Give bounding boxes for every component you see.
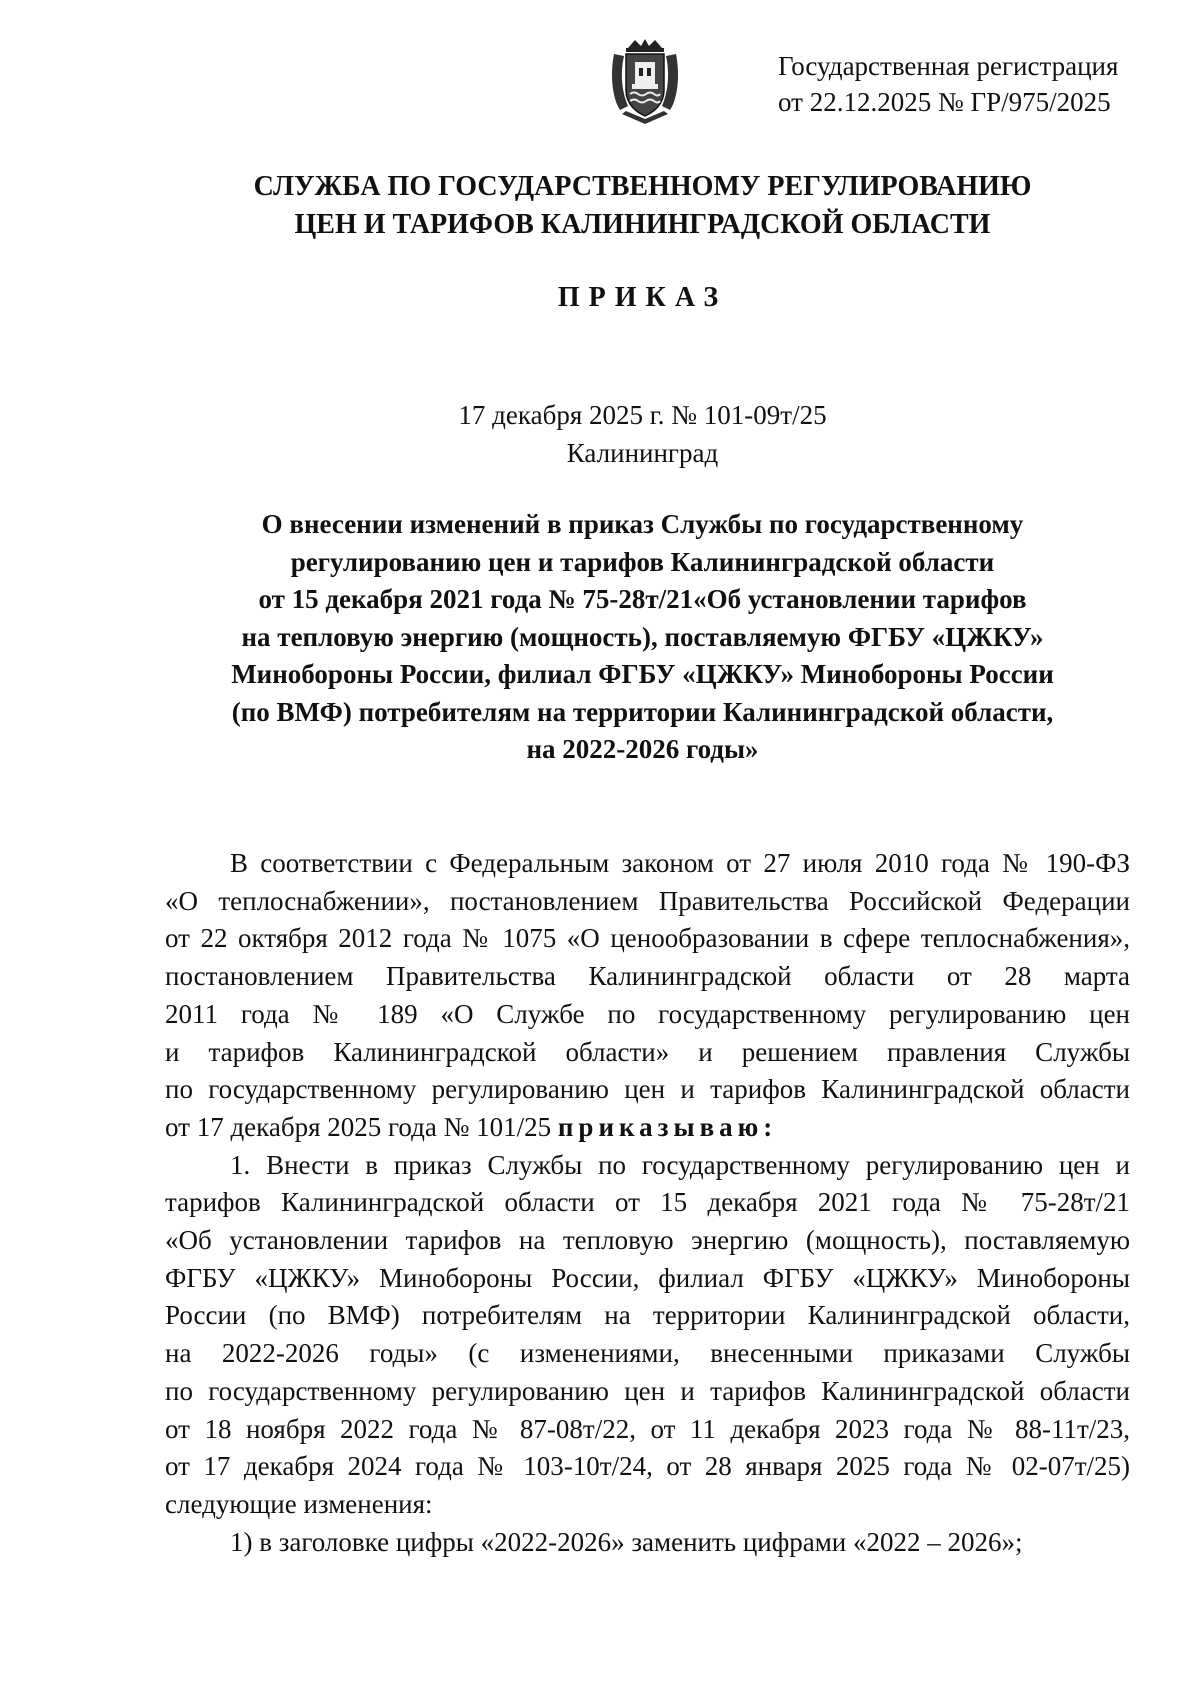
subject-line: от 15 декабря 2021 года № 75-28т/21«Об установлении тарифов xyxy=(258,584,1027,614)
subject-line: Минобороны России, филиал ФГБУ «ЦЖКУ» Минобороны России xyxy=(231,659,1054,689)
registration-title: Государственная регистрация xyxy=(778,51,1119,81)
preamble-last-line xyxy=(165,1109,1130,1147)
preamble-line: «О теплоснабжении», постановлением Правительства Российской Федерации xyxy=(165,885,1130,916)
preamble-line: и тарифов Калининградской области» и решением правления Службы xyxy=(165,1036,1130,1067)
preamble-line: по государственному регулированию цен и тарифов Калининградской области xyxy=(165,1074,1130,1105)
agency-name-line: ЦЕН И ТАРИФОВ КАЛИНИНГРАДСКОЙ ОБЛАСТИ xyxy=(294,209,991,240)
preamble-line: постановлением Правительства Калининградской области от 28 марта xyxy=(165,961,1130,992)
subject-line: О внесении изменений в приказ Службы по государственному xyxy=(261,509,1024,539)
preamble-line: 2011 года № 189 «О Службе по государственному регулированию цен xyxy=(165,998,1130,1029)
coat-of-arms-icon xyxy=(608,38,682,126)
item-line: по государственному регулированию цен и тарифов Калининградской области xyxy=(165,1375,1130,1406)
registration-number: от 22.12.2025 № ГР/975/2025 xyxy=(778,87,1111,117)
item-line: от 18 ноября 2022 года № 87-08т/22, от 11 декабря 2023 года № 88-11т/23, xyxy=(165,1413,1130,1444)
order-word: приказываю: xyxy=(557,1111,778,1142)
document-date-number xyxy=(120,396,1165,472)
item-line: тарифов Калининградской области от 15 декабря 2021 года № 75-28т/21 xyxy=(165,1187,1130,1218)
item-line: России (по ВМФ) потребителям на территории Калининградской области, xyxy=(165,1300,1130,1331)
subject-line: регулированию цен и тарифов Калининградской области xyxy=(290,546,995,577)
agency-name-line: СЛУЖБА ПО ГОСУДАРСТВЕННОМУ РЕГУЛИРОВАНИЮ xyxy=(253,171,1032,202)
document-body xyxy=(165,845,1130,1561)
item-line: следующие изменения: xyxy=(165,1488,433,1519)
item-line: 1. Внести в приказ Службы по государственному регулированию цен и xyxy=(230,1149,1130,1180)
item-line: «Об установлении тарифов на тепловую энергию (мощность), поставляемую xyxy=(165,1225,1130,1256)
date-line: 17 декабря 2025 г. № 101-09т/25 xyxy=(458,400,827,430)
item-line: от 17 декабря 2024 года № 103-10т/24, от 28 января 2025 года № 02-07т/25) xyxy=(165,1451,1130,1482)
preamble-line: от 17 декабря 2025 года № 101/25 xyxy=(165,1111,552,1142)
subject-line: на 2022-2026 годы» xyxy=(526,734,759,764)
subject-line: на тепловую энергию (мощность), поставляемую ФГБУ «ЦЖКУ» xyxy=(241,621,1044,652)
city: Калининград xyxy=(566,438,719,468)
item-line: ФГБУ «ЦЖКУ» Минобороны России, филиал ФГБУ «ЦЖКУ» Минобороны xyxy=(165,1262,1130,1293)
document-subject xyxy=(120,506,1165,769)
item-line: на 2022-2026 годы» (с изменениями, внесенными приказами Службы xyxy=(165,1338,1130,1369)
subitem-line: 1) в заголовке цифры «2022-2026» заменить цифрами «2022 – 2026»; xyxy=(230,1526,1023,1557)
agency-name xyxy=(120,168,1165,244)
registration-stamp xyxy=(778,48,1178,120)
preamble-line: В соответствии с Федеральным законом от 27 июля 2010 года № 190-ФЗ xyxy=(230,848,1130,878)
subject-line: (по ВМФ) потребителям на территории Калининградской области, xyxy=(231,696,1054,727)
preamble-line: от 22 октября 2012 года № 1075 «О ценообразовании в сфере теплоснабжения», xyxy=(165,923,1130,954)
document-type: ПРИКАЗ xyxy=(557,282,728,313)
